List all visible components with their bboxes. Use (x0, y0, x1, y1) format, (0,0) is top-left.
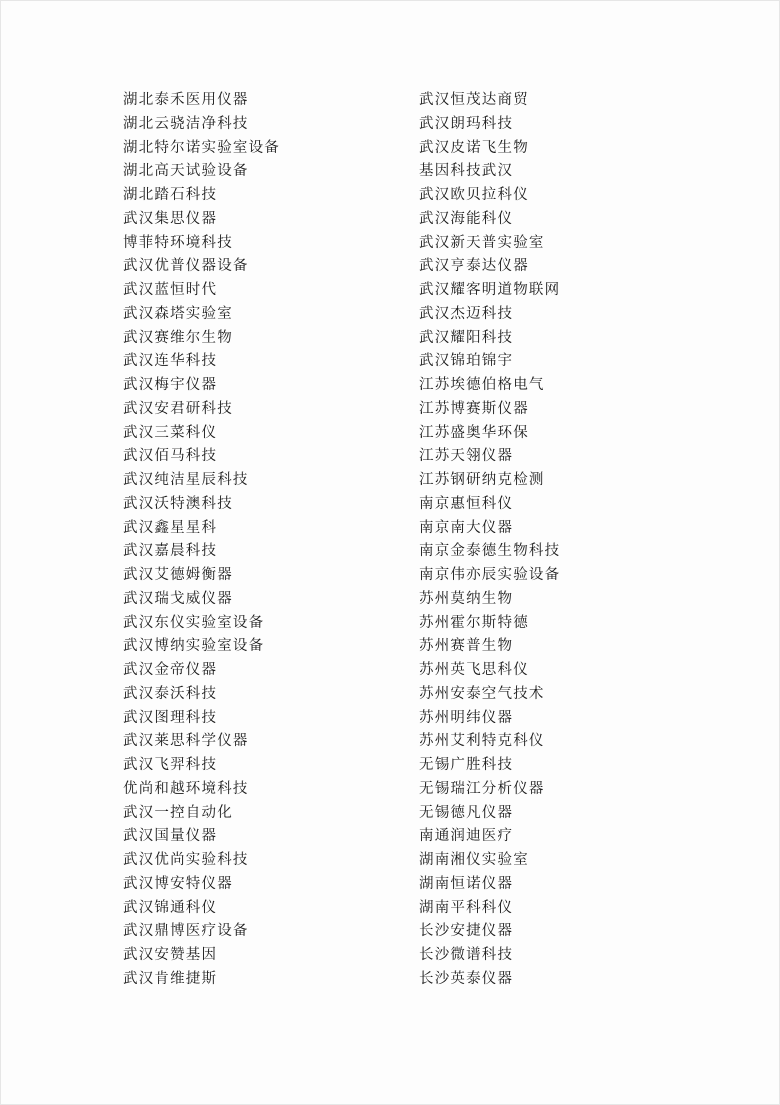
company-name: 苏州霍尔斯特德 (419, 614, 529, 631)
company-name: 江苏博赛斯仪器 (419, 400, 529, 417)
company-name: 长沙英泰仪器 (419, 970, 514, 987)
company-name: 武汉三菜科仪 (123, 424, 218, 441)
company-name: 武汉泰沃科技 (123, 685, 218, 702)
company-name: 江苏盛奥华环保 (419, 424, 529, 441)
company-name: 武汉连华科技 (123, 353, 218, 370)
company-name: 武汉金帝仪器 (123, 662, 218, 678)
company-name: 无锡广胜科技 (419, 757, 514, 773)
company-name: 武汉鼎博医疗设备 (123, 923, 249, 940)
company-name: 优尚和越环境科技 (123, 780, 249, 797)
company-name: 武汉纯洁星辰科技 (123, 472, 249, 488)
company-name: 武汉朗玛科技 (419, 115, 514, 132)
company-name: 武汉集思仪器 (123, 210, 218, 227)
company-name: 武汉新天普实验室 (419, 234, 545, 251)
company-name: 无锡德凡仪器 (419, 804, 514, 821)
company-name: 无锡瑞江分析仪器 (419, 780, 545, 797)
company-name: 南京伟亦辰实验设备 (419, 567, 561, 583)
company-name: 南京南大仪器 (419, 519, 514, 536)
company-name: 武汉优尚实验科技 (123, 852, 249, 868)
company-name: 武汉嘉晨科技 (123, 543, 218, 560)
company-name: 武汉蓝恒时代 (123, 282, 218, 298)
company-name: 武汉耀阳科技 (419, 329, 514, 346)
company-name: 南通润迪医疗 (419, 828, 514, 845)
company-name: 湖北泰禾医用仪器 (123, 92, 249, 108)
company-name: 武汉东仪实验室设备 (123, 614, 265, 631)
company-name: 苏州莫纳生物 (419, 590, 514, 607)
company-name: 江苏钢研纳克检测 (419, 472, 545, 488)
company-name: 武汉森塔实验室 (123, 305, 233, 322)
company-name: 武汉一控自动化 (123, 804, 233, 821)
company-name: 湖南平科科仪 (419, 899, 514, 916)
company-name: 长沙安捷仪器 (419, 923, 514, 940)
company-name: 武汉安君研科技 (123, 400, 233, 417)
company-name: 武汉国量仪器 (123, 828, 218, 845)
company-name: 武汉锦通科仪 (123, 899, 218, 916)
company-name: 苏州艾利特克科仪 (419, 733, 545, 750)
company-name: 武汉恒茂达商贸 (419, 92, 529, 108)
company-name: 武汉杰迈科技 (419, 305, 514, 322)
company-name: 苏州英飞思科仪 (419, 662, 529, 678)
company-name: 南京金泰德生物科技 (419, 543, 561, 560)
company-name: 武汉赛维尔生物 (123, 329, 233, 346)
company-name: 苏州赛普生物 (419, 638, 514, 655)
company-name: 武汉艾德姆衡器 (123, 567, 233, 583)
company-name: 长沙微谱科技 (419, 947, 514, 963)
company-name: 武汉安赞基因 (123, 947, 218, 963)
company-name: 湖北云骁洁净科技 (123, 115, 249, 132)
company-name: 武汉海能科仪 (419, 210, 514, 227)
company-name: 武汉亨泰达仪器 (419, 258, 529, 275)
company-name: 武汉锦珀锦宇 (419, 353, 514, 370)
company-name: 武汉图理科技 (123, 709, 218, 726)
company-name: 武汉皮诺飞生物 (419, 139, 529, 156)
company-name: 苏州安泰空气技术 (419, 685, 545, 702)
company-name: 武汉优普仪器设备 (123, 258, 249, 275)
company-name: 湖北特尔诺实验室设备 (123, 139, 280, 156)
company-name: 武汉瑞戈威仪器 (123, 590, 233, 607)
company-list-left (123, 89, 280, 992)
company-name: 武汉鑫星星科 (123, 519, 218, 536)
company-name: 武汉莱思科学仪器 (123, 733, 249, 750)
company-name: 湖南恒诺仪器 (419, 875, 514, 892)
company-name: 湖北高天试验设备 (123, 163, 249, 180)
company-name: 武汉沃特澳科技 (123, 495, 233, 512)
company-name: 武汉佰马科技 (123, 448, 218, 465)
company-name: 武汉博安特仪器 (123, 875, 233, 892)
company-name: 基因科技武汉 (419, 163, 514, 180)
company-name: 江苏天翎仪器 (419, 448, 514, 465)
company-name: 武汉肯维捷斯 (123, 970, 218, 987)
company-name: 苏州明纬仪器 (419, 709, 514, 726)
company-name: 博菲特环境科技 (123, 234, 233, 251)
company-name: 武汉飞羿科技 (123, 757, 218, 773)
company-name: 湖南湘仪实验室 (419, 852, 529, 868)
company-name: 武汉梅宇仪器 (123, 377, 218, 393)
company-list-right (419, 89, 560, 992)
company-name: 湖北踏石科技 (123, 187, 218, 203)
company-name: 武汉博纳实验室设备 (123, 638, 265, 655)
company-name: 武汉欧贝拉科仪 (419, 187, 529, 203)
company-name: 武汉耀客明道物联网 (419, 282, 561, 298)
company-name: 南京惠恒科仪 (419, 495, 514, 512)
company-name: 江苏埃德伯格电气 (419, 377, 545, 393)
